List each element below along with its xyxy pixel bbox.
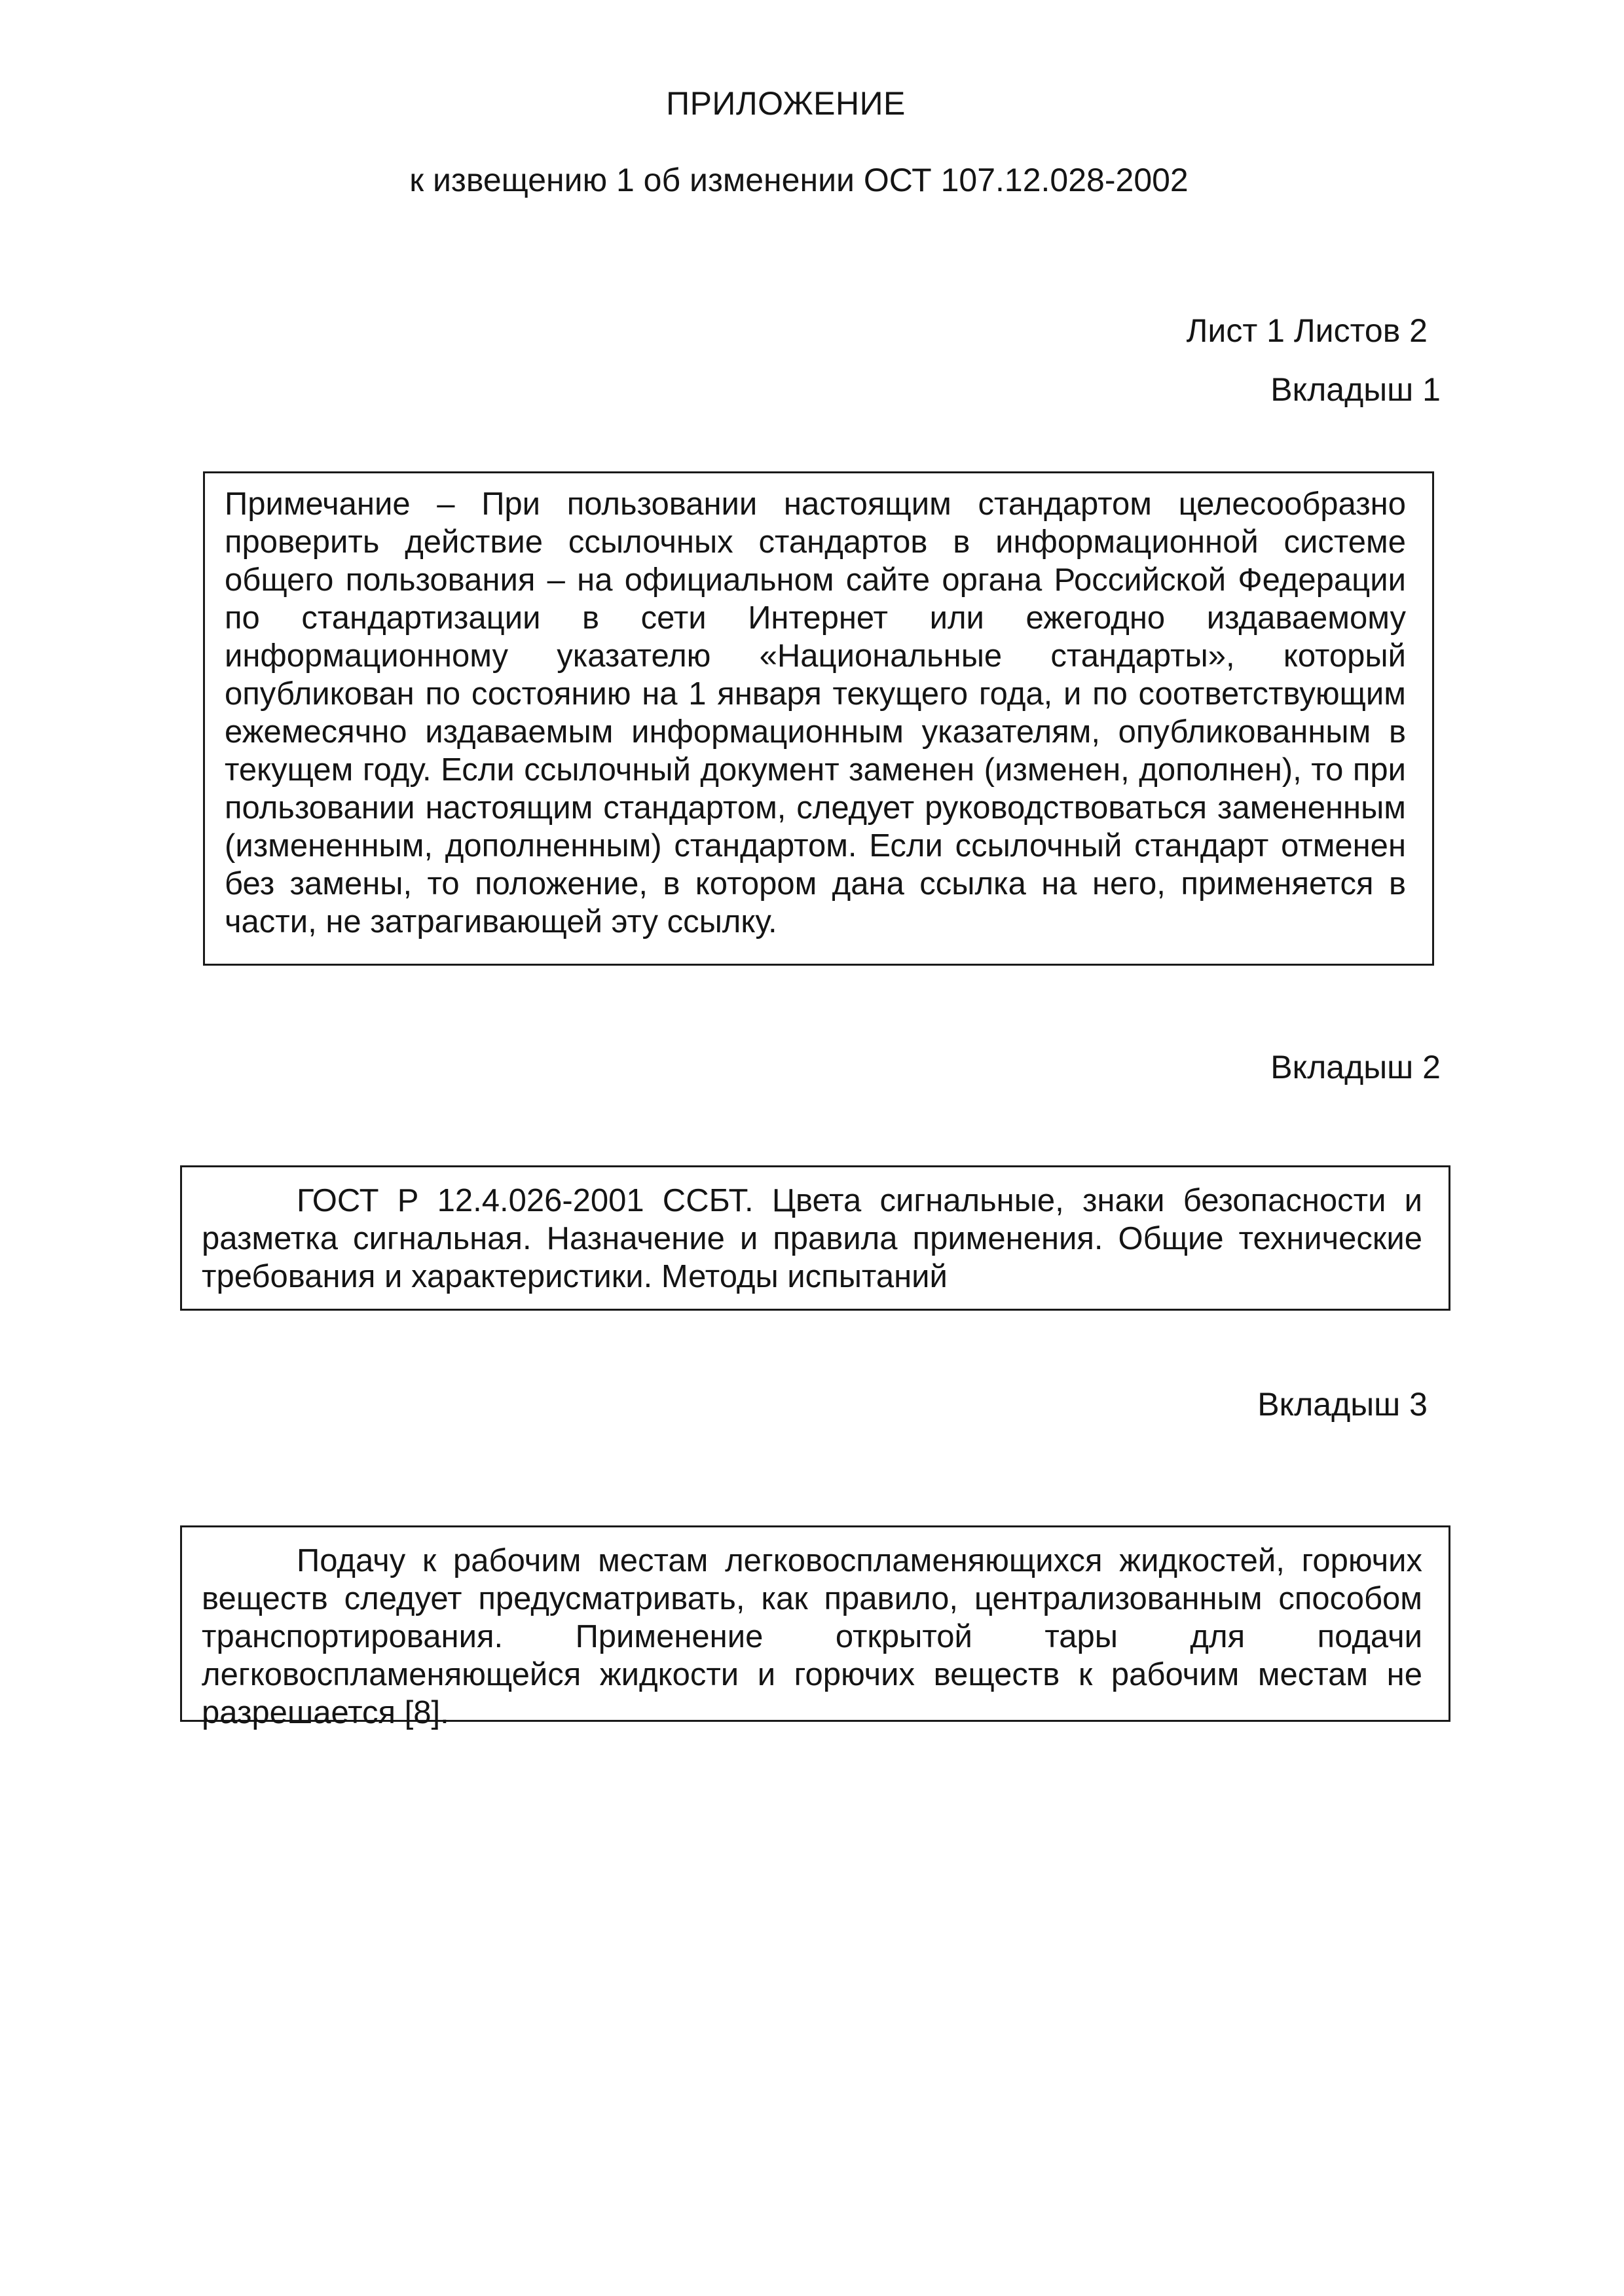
sheet-info: Лист 1 Листов 2 (1186, 312, 1428, 349)
insert-2-label: Вкладыш 2 (1270, 1049, 1441, 1085)
page-subtitle: к извещению 1 об изменении ОСТ 107.12.028-2002 (409, 162, 1189, 198)
insert-3-text: Подачу к рабочим местам легковоспламеняющихся жидкостей, горючих веществ следует предусматривать, как правило, централизованным способом транспортирования. Применение открытой тары для подачи легковоспламеняющейся жидкости и горючих веществ к рабочим местам не разрешается [8]. (202, 1543, 1422, 1730)
insert-2-box (180, 1165, 1450, 1311)
insert-3-label: Вкладыш 3 (1257, 1386, 1428, 1423)
insert-1-box (203, 471, 1434, 966)
insert-1-text: Примечание – При пользовании настоящим стандартом целесообразно проверить действие ссылочных стандартов в информационной системе общего пользования – на официальном сайте органа Российской Федерации по стандартизации в сети Интернет или ежегодно издаваемому информационному указателю «Национальные стандарты», который опубликован по состоянию на 1 января текущего года, и по соответствующим ежемесячно издаваемым информационным указателям, опубликованным в текущем году. Если ссылочный документ заменен (изменен, дополнен), то при пользовании настоящим стандартом, следует руководствоваться замененным (измененным, дополненным) стандартом. Если ссылочный стандарт отменен без замены, то положение, в котором дана ссылка на него, применяется в части, не затрагивающей эту ссылку. (225, 486, 1406, 939)
insert-1-label: Вкладыш 1 (1270, 371, 1441, 408)
page-title: ПРИЛОЖЕНИЕ (666, 85, 906, 122)
insert-2-text: ГОСТ Р 12.4.026-2001 ССБТ. Цвета сигнальные, знаки безопасности и разметка сигнальная. Назначение и правила применения. Общие технические требования и характеристики. Методы испытаний (202, 1183, 1422, 1294)
insert-3-box (180, 1525, 1450, 1730)
